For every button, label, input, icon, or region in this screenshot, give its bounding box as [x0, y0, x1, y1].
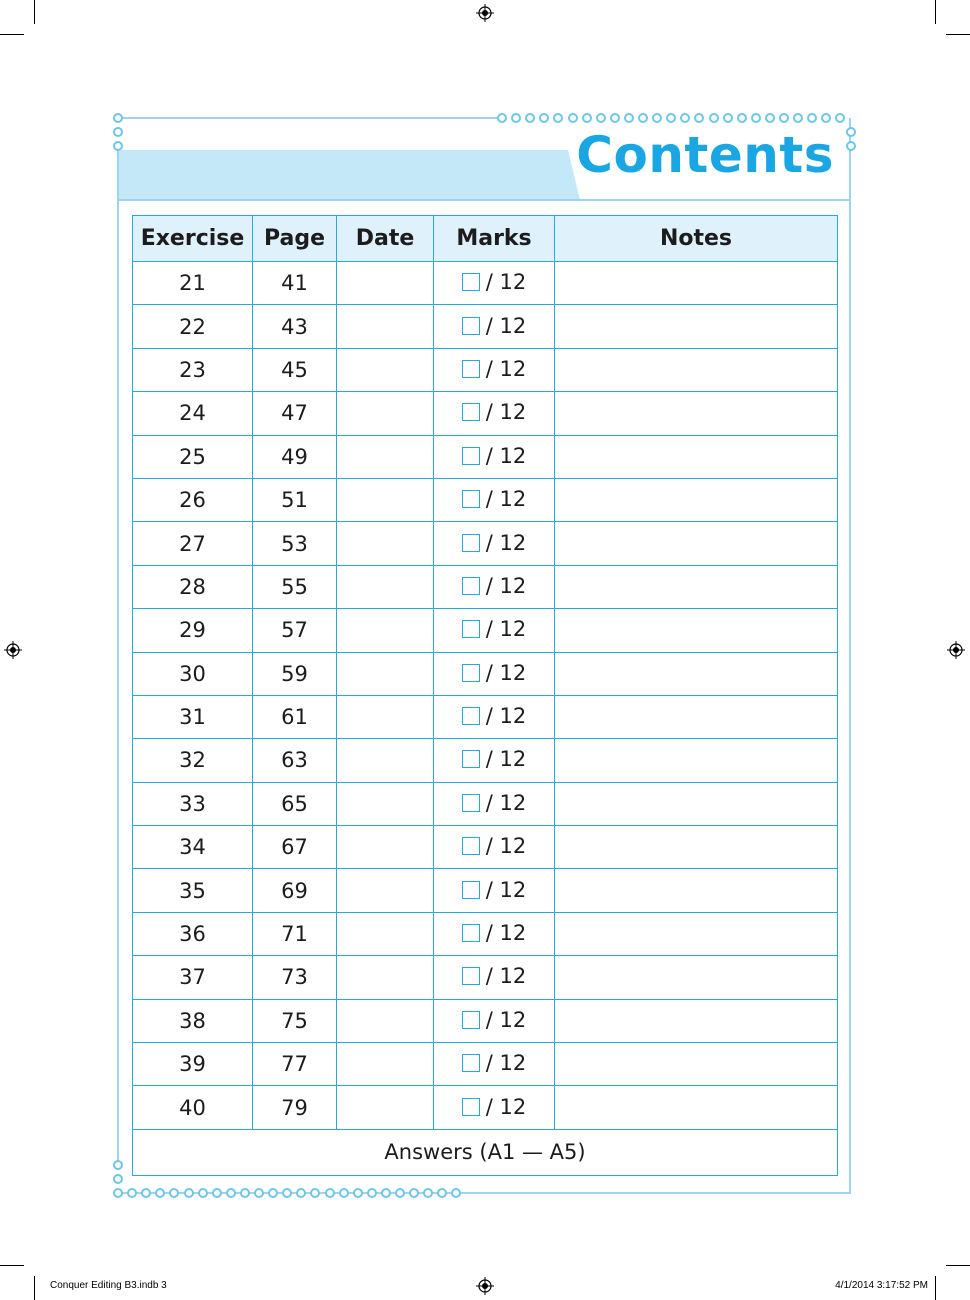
border-dot [113, 113, 123, 123]
exercise-number: 35 [133, 869, 253, 912]
border-dot [198, 1188, 208, 1198]
marks-field [462, 444, 526, 468]
table-row [133, 435, 838, 478]
marks-cell [434, 262, 555, 305]
table-row [133, 956, 838, 999]
page-number: 53 [253, 522, 337, 565]
marks-cell [434, 478, 555, 521]
date-cell[interactable] [337, 695, 434, 738]
border-dot [846, 127, 856, 137]
page-number: 59 [253, 652, 337, 695]
border-dot [582, 113, 592, 123]
marks-score-box[interactable] [462, 577, 480, 595]
marks-total: / 12 [485, 530, 527, 555]
notes-cell[interactable] [555, 305, 838, 348]
marks-total: / 12 [485, 617, 527, 642]
crop-mark [34, 1276, 35, 1300]
page-number: 63 [253, 739, 337, 782]
border-dot [568, 113, 578, 123]
exercise-number: 25 [133, 435, 253, 478]
table-row [133, 695, 838, 738]
page-number: 79 [253, 1086, 337, 1129]
marks-field [462, 574, 526, 598]
marks-field [462, 878, 526, 902]
border-dot [325, 1188, 335, 1198]
border-dot [282, 1188, 292, 1198]
notes-cell[interactable] [555, 826, 838, 869]
column-header-date: Date [337, 216, 434, 262]
exercise-number: 22 [133, 305, 253, 348]
exercise-number: 32 [133, 739, 253, 782]
marks-score-box[interactable] [462, 317, 480, 335]
page-number: 51 [253, 478, 337, 521]
marks-total: / 12 [485, 443, 527, 468]
footer-file-info: Conquer Editing B3.indb 3 [50, 1280, 167, 1291]
page-number: 71 [253, 912, 337, 955]
border-dot [638, 113, 648, 123]
marks-total: / 12 [485, 790, 527, 815]
notes-cell[interactable] [555, 869, 838, 912]
contents-table [132, 215, 838, 1176]
border-dot [381, 1188, 391, 1198]
notes-cell[interactable] [555, 956, 838, 999]
marks-total: / 12 [485, 356, 527, 381]
page-number: 77 [253, 1043, 337, 1086]
exercise-number: 37 [133, 956, 253, 999]
border-dot [113, 1160, 123, 1170]
date-cell[interactable] [337, 305, 434, 348]
page-number: 43 [253, 305, 337, 348]
marks-cell [434, 522, 555, 565]
date-cell[interactable] [337, 392, 434, 435]
border-dot [113, 1174, 123, 1184]
marks-cell [434, 912, 555, 955]
date-cell[interactable] [337, 956, 434, 999]
marks-total: / 12 [485, 313, 527, 338]
marks-score-box[interactable] [462, 1098, 480, 1116]
date-cell[interactable] [337, 1043, 434, 1086]
marks-score-box[interactable] [462, 447, 480, 465]
marks-score-box[interactable] [462, 620, 480, 638]
marks-score-box[interactable] [462, 794, 480, 812]
registration-mark-icon [947, 641, 965, 659]
notes-cell[interactable] [555, 435, 838, 478]
page-number: 65 [253, 782, 337, 825]
column-header-notes: Notes [555, 216, 838, 262]
date-cell[interactable] [337, 826, 434, 869]
border-dot [596, 113, 606, 123]
registration-mark-icon [4, 641, 22, 659]
date-cell[interactable] [337, 912, 434, 955]
exercise-number: 24 [133, 392, 253, 435]
date-cell[interactable] [337, 999, 434, 1042]
marks-field [462, 314, 526, 338]
marks-cell [434, 826, 555, 869]
marks-score-box[interactable] [462, 534, 480, 552]
marks-total: / 12 [485, 270, 527, 295]
page-number: 41 [253, 262, 337, 305]
border-dot [296, 1188, 306, 1198]
marks-score-box[interactable] [462, 881, 480, 899]
date-cell[interactable] [337, 609, 434, 652]
marks-total: / 12 [485, 964, 527, 989]
answers-row [133, 1129, 838, 1175]
marks-total: / 12 [485, 877, 527, 902]
marks-score-box[interactable] [462, 707, 480, 725]
crop-mark [0, 34, 24, 35]
border-dot [113, 1188, 123, 1198]
border-dot [184, 1188, 194, 1198]
marks-score-box[interactable] [462, 273, 480, 291]
marks-field [462, 791, 526, 815]
marks-cell [434, 435, 555, 478]
table-row [133, 999, 838, 1042]
marks-cell [434, 869, 555, 912]
marks-cell [434, 348, 555, 391]
marks-score-box[interactable] [462, 360, 480, 378]
border-dot [310, 1188, 320, 1198]
exercise-number: 28 [133, 565, 253, 608]
marks-score-box[interactable] [462, 664, 480, 682]
border-dot [765, 113, 775, 123]
crop-mark [0, 1265, 24, 1266]
table-row [133, 262, 838, 305]
table-row [133, 478, 838, 521]
exercise-number: 33 [133, 782, 253, 825]
page-number: 69 [253, 869, 337, 912]
border-dot [268, 1188, 278, 1198]
crop-mark [34, 0, 35, 24]
table-header-row [133, 216, 838, 262]
marks-cell [434, 565, 555, 608]
crop-mark [946, 34, 970, 35]
border-dot [737, 113, 747, 123]
notes-cell[interactable] [555, 652, 838, 695]
border-dot [423, 1188, 433, 1198]
table-row [133, 348, 838, 391]
marks-score-box[interactable] [462, 750, 480, 768]
border-dot [846, 141, 856, 151]
frame-left-line [117, 150, 119, 1160]
exercise-number: 21 [133, 262, 253, 305]
border-dot [169, 1188, 179, 1198]
border-dot [451, 1188, 461, 1198]
marks-field [462, 747, 526, 771]
marks-score-box[interactable] [462, 490, 480, 508]
marks-score-box[interactable] [462, 924, 480, 942]
exercise-number: 36 [133, 912, 253, 955]
date-cell[interactable] [337, 782, 434, 825]
page-number: 49 [253, 435, 337, 478]
marks-cell [434, 652, 555, 695]
marks-cell [434, 1043, 555, 1086]
marks-field [462, 270, 526, 294]
marks-score-box[interactable] [462, 403, 480, 421]
date-cell[interactable] [337, 478, 434, 521]
marks-cell [434, 956, 555, 999]
border-dot [212, 1188, 222, 1198]
page-number: 45 [253, 348, 337, 391]
marks-total: / 12 [485, 704, 527, 729]
marks-field [462, 357, 526, 381]
table-row [133, 305, 838, 348]
marks-total: / 12 [485, 1007, 527, 1032]
crop-mark [935, 1276, 936, 1300]
notes-cell[interactable] [555, 1086, 838, 1129]
marks-score-box[interactable] [462, 967, 480, 985]
table-row [133, 739, 838, 782]
page-number: 55 [253, 565, 337, 608]
page-number: 57 [253, 609, 337, 652]
border-dot [339, 1188, 349, 1198]
date-cell[interactable] [337, 652, 434, 695]
border-dot [113, 127, 123, 137]
exercise-number: 39 [133, 1043, 253, 1086]
marks-field [462, 921, 526, 945]
notes-cell[interactable] [555, 739, 838, 782]
border-dot [751, 113, 761, 123]
notes-cell[interactable] [555, 392, 838, 435]
page-number: 67 [253, 826, 337, 869]
border-dot [437, 1188, 447, 1198]
table-row [133, 609, 838, 652]
border-dot [409, 1188, 419, 1198]
notes-cell[interactable] [555, 999, 838, 1042]
border-dot [141, 1188, 151, 1198]
marks-field [462, 964, 526, 988]
border-dot [367, 1188, 377, 1198]
marks-cell [434, 695, 555, 738]
border-dot [155, 1188, 165, 1198]
marks-total: / 12 [485, 747, 527, 772]
crop-mark [946, 1265, 970, 1266]
marks-cell [434, 999, 555, 1042]
marks-score-box[interactable] [462, 837, 480, 855]
registration-mark-icon [476, 4, 494, 22]
exercise-number: 31 [133, 695, 253, 738]
marks-field [462, 704, 526, 728]
border-dot [240, 1188, 250, 1198]
border-dot [610, 113, 620, 123]
exercise-number: 30 [133, 652, 253, 695]
date-cell[interactable] [337, 348, 434, 391]
marks-total: / 12 [485, 1051, 527, 1076]
exercise-number: 23 [133, 348, 253, 391]
border-dot [624, 113, 634, 123]
notes-cell[interactable] [555, 912, 838, 955]
column-header-marks: Marks [434, 216, 555, 262]
table-row [133, 782, 838, 825]
border-dot [127, 1188, 137, 1198]
notes-cell[interactable] [555, 609, 838, 652]
notes-cell[interactable] [555, 782, 838, 825]
border-dot [709, 113, 719, 123]
notes-cell[interactable] [555, 565, 838, 608]
notes-cell[interactable] [555, 478, 838, 521]
crop-mark [935, 0, 936, 24]
notes-cell[interactable] [555, 1043, 838, 1086]
date-cell[interactable] [337, 739, 434, 782]
notes-cell[interactable] [555, 348, 838, 391]
marks-total: / 12 [485, 487, 527, 512]
date-cell[interactable] [337, 565, 434, 608]
table-row [133, 392, 838, 435]
date-cell[interactable] [337, 435, 434, 478]
page-number: 75 [253, 999, 337, 1042]
exercise-number: 34 [133, 826, 253, 869]
footer-timestamp: 4/1/2014 3:17:52 PM [835, 1280, 928, 1291]
page-title: Contents [576, 126, 834, 184]
exercise-number: 29 [133, 609, 253, 652]
column-header-page: Page [253, 216, 337, 262]
table-row [133, 1086, 838, 1129]
marks-cell [434, 739, 555, 782]
marks-total: / 12 [485, 573, 527, 598]
exercise-number: 26 [133, 478, 253, 521]
marks-cell [434, 609, 555, 652]
date-cell[interactable] [337, 869, 434, 912]
registration-mark-icon [476, 1277, 494, 1295]
page-number: 61 [253, 695, 337, 738]
border-dot [226, 1188, 236, 1198]
frame-top-line [118, 117, 498, 119]
table-row [133, 826, 838, 869]
column-header-exercise: Exercise [133, 216, 253, 262]
marks-total: / 12 [485, 834, 527, 859]
table-row [133, 565, 838, 608]
marks-field [462, 661, 526, 685]
border-dot [113, 141, 123, 151]
answers-label: Answers (A1 — A5) [133, 1129, 838, 1175]
table-row [133, 1043, 838, 1086]
marks-score-box[interactable] [462, 1011, 480, 1029]
table-row [133, 912, 838, 955]
page-number: 73 [253, 956, 337, 999]
exercise-number: 27 [133, 522, 253, 565]
table-row [133, 652, 838, 695]
marks-total: / 12 [485, 400, 527, 425]
table-row [133, 869, 838, 912]
notes-cell[interactable] [555, 262, 838, 305]
marks-field [462, 1008, 526, 1032]
marks-field [462, 531, 526, 555]
table-row [133, 522, 838, 565]
marks-total: / 12 [485, 1094, 527, 1119]
notes-cell[interactable] [555, 695, 838, 738]
border-dot [779, 113, 789, 123]
exercise-number: 38 [133, 999, 253, 1042]
notes-cell[interactable] [555, 522, 838, 565]
date-cell[interactable] [337, 262, 434, 305]
marks-field [462, 400, 526, 424]
marks-cell [434, 1086, 555, 1129]
marks-total: / 12 [485, 921, 527, 946]
marks-score-box[interactable] [462, 1054, 480, 1072]
border-dot [723, 113, 733, 123]
marks-field [462, 1051, 526, 1075]
border-dot [353, 1188, 363, 1198]
marks-field [462, 617, 526, 641]
page-number: 47 [253, 392, 337, 435]
marks-field [462, 834, 526, 858]
marks-cell [434, 392, 555, 435]
marks-total: / 12 [485, 660, 527, 685]
marks-field [462, 487, 526, 511]
border-dot [254, 1188, 264, 1198]
marks-field [462, 1095, 526, 1119]
exercise-number: 40 [133, 1086, 253, 1129]
marks-cell [434, 305, 555, 348]
date-cell[interactable] [337, 522, 434, 565]
date-cell[interactable] [337, 1086, 434, 1129]
border-dot [497, 113, 507, 123]
border-dot [395, 1188, 405, 1198]
marks-cell [434, 782, 555, 825]
